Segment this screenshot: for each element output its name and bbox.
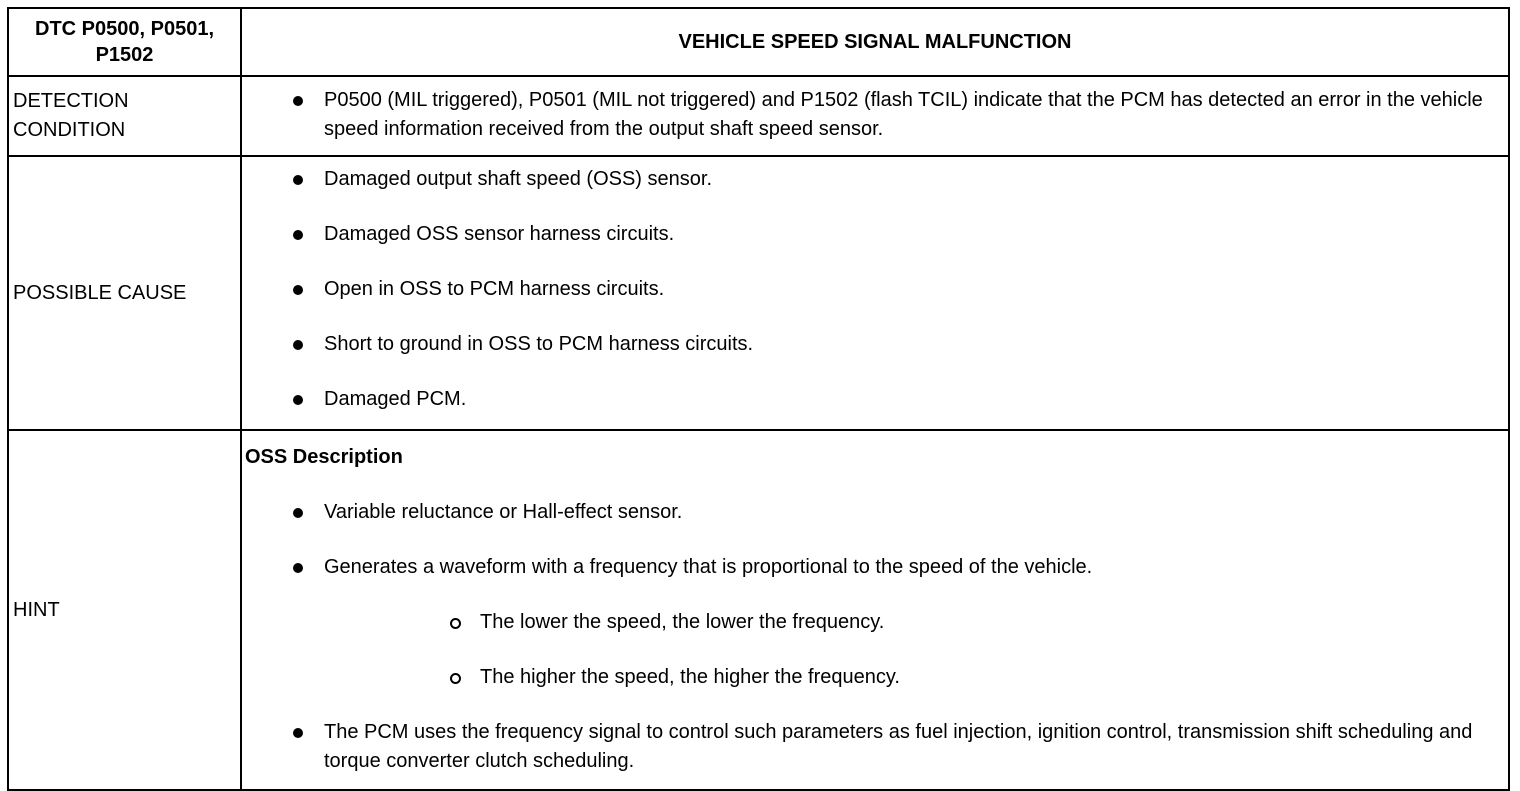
- hint-heading: OSS Description: [245, 446, 403, 468]
- possible-cause-list: [242, 165, 1508, 414]
- list-item: Damaged OSS sensor harness circuits.: [242, 220, 1508, 249]
- dtc-code-line2: P1502: [95, 44, 154, 66]
- detection-row: [8, 76, 1509, 156]
- list-item: The PCM uses the frequency signal to control such parameters as fuel injection, ignition control, transmission shift scheduling and torque converter clutch scheduling.: [242, 718, 1508, 776]
- sublist-item: The higher the speed, the higher the frequency.: [324, 663, 1488, 692]
- hint-content: [241, 430, 1509, 790]
- hint-label: HINT: [8, 430, 241, 790]
- list-item: Variable reluctance or Hall-effect sensor.: [242, 498, 1508, 527]
- sublist-item: The lower the speed, the lower the frequency.: [324, 608, 1488, 637]
- list-item: Open in OSS to PCM harness circuits.: [242, 275, 1508, 304]
- list-item: P0500 (MIL triggered), P0501 (MIL not triggered) and P1502 (flash TCIL) indicate that the PCM has detected an error in the vehicle speed information received from the output shaft speed sensor.: [242, 86, 1508, 144]
- list-item: Short to ground in OSS to PCM harness circuits.: [242, 330, 1508, 359]
- detection-label-line1: DETECTION: [13, 90, 129, 112]
- list-item: Damaged output shaft speed (OSS) sensor.: [242, 165, 1508, 194]
- dtc-table: [7, 7, 1510, 791]
- hint-sublist: [324, 608, 1488, 692]
- hint-row: [8, 430, 1509, 790]
- detection-label-line2: CONDITION: [13, 119, 126, 141]
- detection-label: [8, 76, 241, 156]
- list-item: [242, 553, 1508, 692]
- possible-cause-content: [241, 156, 1509, 430]
- dtc-code-line1: DTC P0500, P0501,: [35, 18, 214, 40]
- list-item: Damaged PCM.: [242, 385, 1508, 414]
- possible-cause-label: POSSIBLE CAUSE: [8, 156, 241, 430]
- dtc-title: VEHICLE SPEED SIGNAL MALFUNCTION: [241, 8, 1509, 76]
- dtc-code-cell: [8, 8, 241, 76]
- possible-cause-row: [8, 156, 1509, 430]
- hint-list: [242, 498, 1508, 776]
- detection-content: [241, 76, 1509, 156]
- list-item-text: Generates a waveform with a frequency that is proportional to the speed of the vehicle.: [324, 556, 1093, 578]
- detection-list: [242, 86, 1508, 144]
- header-row: [8, 8, 1509, 76]
